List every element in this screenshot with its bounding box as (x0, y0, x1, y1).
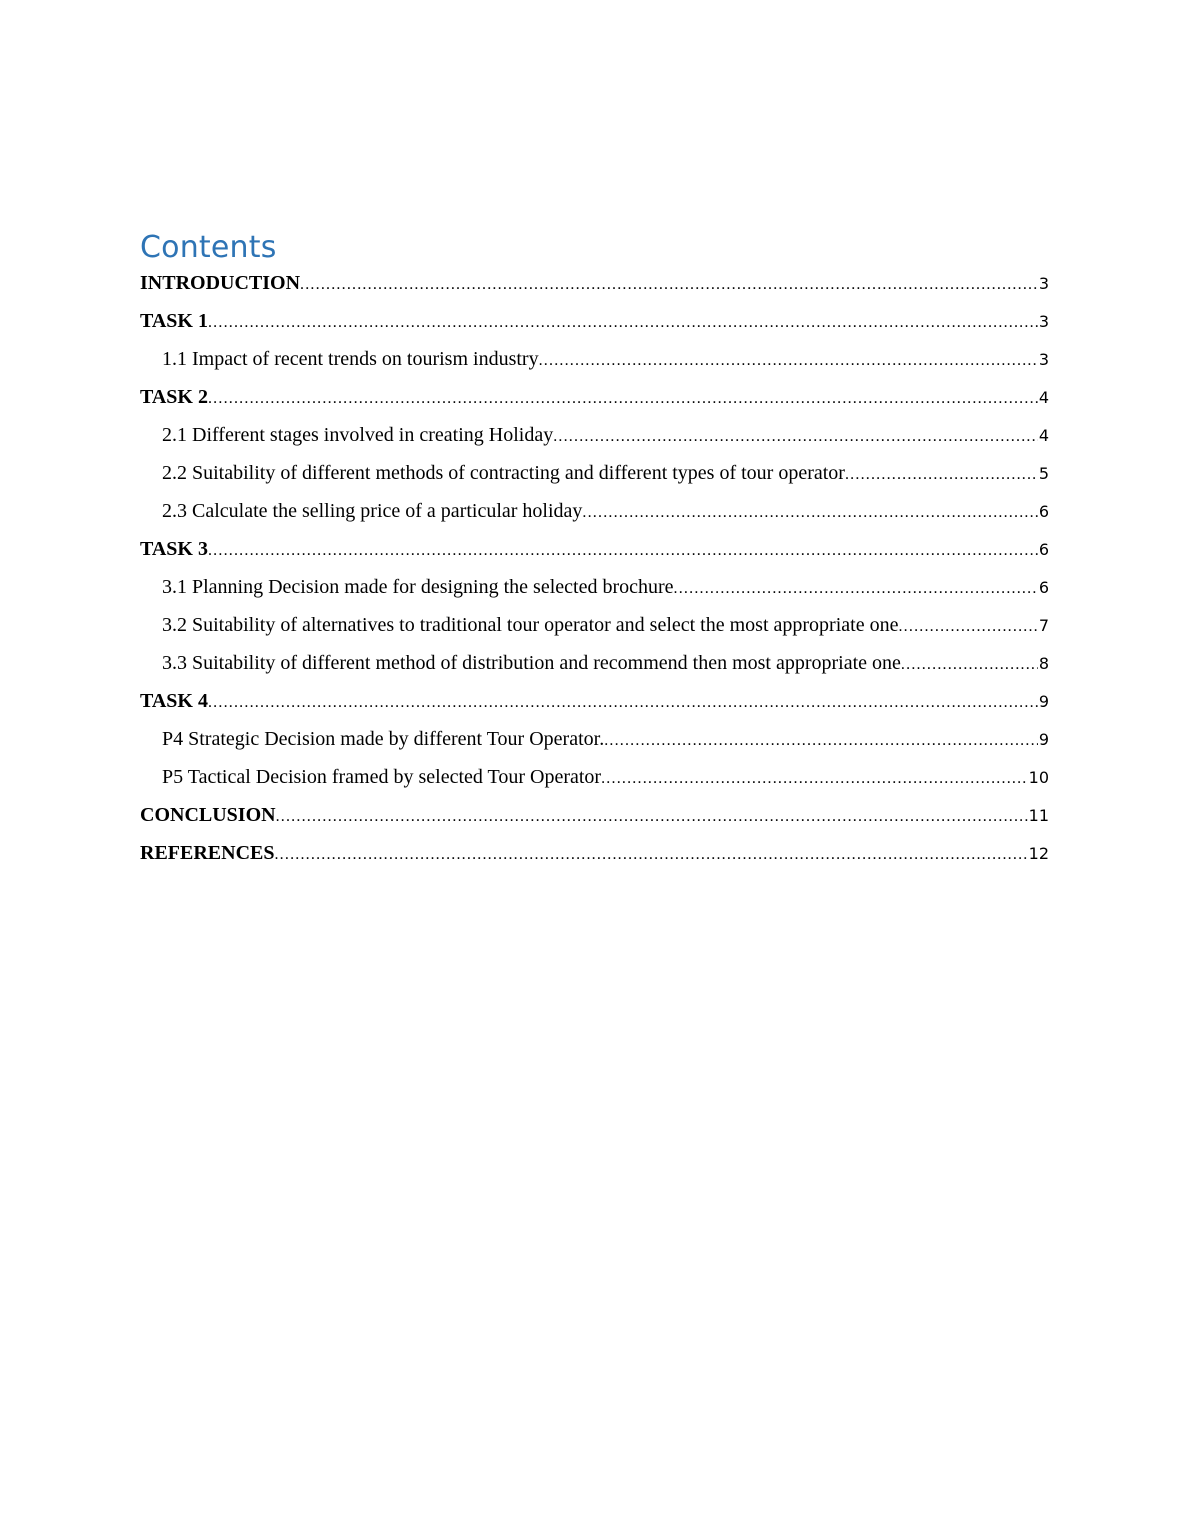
toc-entry[interactable] (140, 458, 1049, 496)
toc-dot-leader (274, 840, 1027, 870)
toc-dot-leader (539, 346, 1038, 376)
toc-page-number: 6 (1038, 540, 1049, 559)
toc-entry-text: INTRODUCTION (140, 272, 301, 294)
toc-page-number: 5 (1038, 464, 1049, 483)
toc-entry-text: TASK 4 (140, 690, 208, 712)
toc-entry-text: 2.2 Suitability of different methods of contracting and different types of tour operator (162, 462, 845, 484)
toc-page-number: 8 (1038, 654, 1049, 673)
toc-entry-text: P5 Tactical Decision framed by selected Tour Operator (162, 766, 602, 788)
toc-entry[interactable] (140, 610, 1049, 648)
toc-page-number: 12 (1028, 844, 1049, 863)
toc-entry-text: P4 Strategic Decision made by different Tour Operator. (162, 728, 605, 750)
toc-entry[interactable] (140, 268, 1049, 306)
toc-entry[interactable] (140, 724, 1049, 762)
toc-entry-text: TASK 1 (140, 310, 208, 332)
toc-entry[interactable] (140, 838, 1049, 876)
toc-dot-leader (208, 384, 1038, 414)
toc-entry[interactable] (140, 382, 1049, 420)
toc-page-number: 9 (1038, 692, 1049, 711)
toc-dot-leader (208, 536, 1038, 566)
toc-dot-leader (582, 498, 1037, 528)
toc-dot-leader (898, 612, 1037, 642)
toc-dot-leader (604, 726, 1038, 756)
toc-page-number: 11 (1028, 806, 1049, 825)
toc-entry[interactable] (140, 762, 1049, 800)
toc-dot-leader (601, 764, 1028, 794)
toc-page-number: 4 (1038, 426, 1049, 445)
toc-page-number: 6 (1038, 578, 1049, 597)
toc-entry-text: TASK 2 (140, 386, 208, 408)
toc-page-number: 3 (1038, 274, 1049, 293)
toc-entry-text: 1.1 Impact of recent trends on tourism industry (162, 348, 539, 370)
toc-entry[interactable] (140, 344, 1049, 382)
toc-dot-leader (208, 308, 1038, 338)
toc-entry-text: CONCLUSION (140, 804, 276, 826)
toc-dot-leader (901, 650, 1038, 680)
toc-page-number: 3 (1038, 312, 1049, 331)
toc-dot-leader (674, 574, 1038, 604)
toc-page-number: 7 (1038, 616, 1049, 635)
toc-entry[interactable] (140, 306, 1049, 344)
toc-entry-text: 3.2 Suitability of alternatives to traditional tour operator and select the most appropriate one (162, 614, 899, 636)
toc-entry[interactable] (140, 420, 1049, 458)
toc-dot-leader (300, 270, 1038, 300)
toc-page-number: 6 (1038, 502, 1049, 521)
toc-entry[interactable] (140, 648, 1049, 686)
toc-title: Contents (140, 230, 277, 265)
toc-entry-text: REFERENCES (140, 842, 275, 864)
toc-entry-text: 3.1 Planning Decision made for designing the selected brochure (162, 576, 674, 598)
toc-entry-text: TASK 3 (140, 538, 208, 560)
toc-entry[interactable] (140, 800, 1049, 838)
table-of-contents (140, 228, 1049, 876)
toc-dot-leader (208, 688, 1038, 718)
toc-entry-text: 3.3 Suitability of different method of distribution and recommend then most appropriate one (162, 652, 901, 674)
toc-dot-leader (845, 460, 1038, 490)
toc-page-number: 4 (1038, 388, 1049, 407)
toc-list (140, 268, 1049, 876)
toc-entry-text: 2.1 Different stages involved in creating Holiday (162, 424, 554, 446)
toc-entry[interactable] (140, 534, 1049, 572)
toc-dot-leader (553, 422, 1038, 452)
toc-entry[interactable] (140, 572, 1049, 610)
toc-page-number: 10 (1028, 768, 1049, 787)
toc-entry[interactable] (140, 686, 1049, 724)
toc-page-number: 9 (1038, 730, 1049, 749)
toc-entry[interactable] (140, 496, 1049, 534)
toc-dot-leader (276, 802, 1028, 832)
toc-entry-text: 2.3 Calculate the selling price of a particular holiday (162, 500, 583, 522)
toc-page-number: 3 (1038, 350, 1049, 369)
